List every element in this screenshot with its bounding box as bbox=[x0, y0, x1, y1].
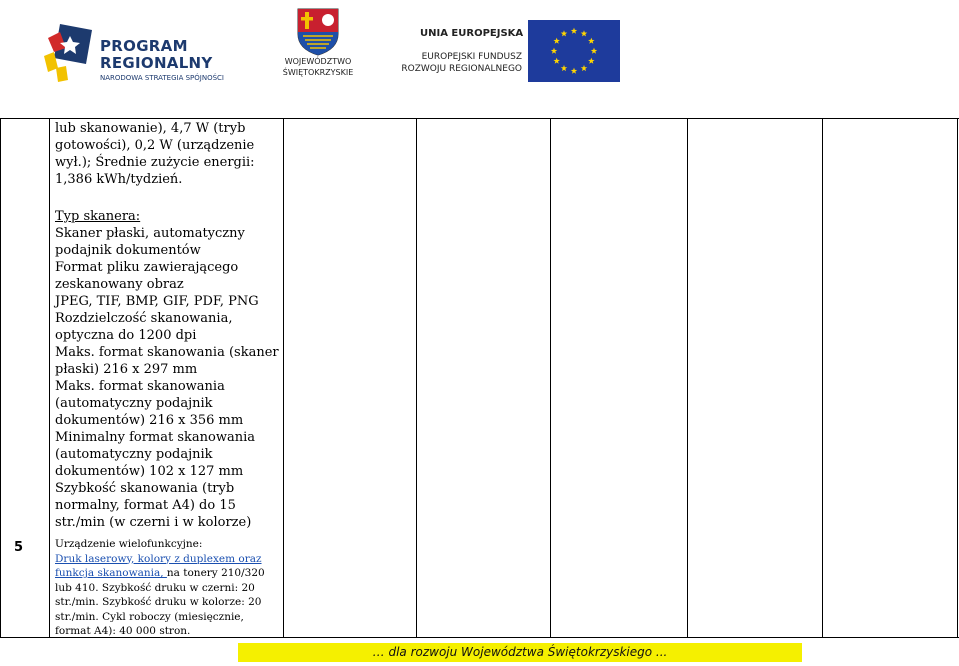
table-col-border bbox=[822, 118, 823, 638]
eu-fund-line1: EUROPEJSKI FUNDUSZ bbox=[421, 52, 522, 62]
table-col-border bbox=[957, 118, 958, 638]
eu-flag-icon bbox=[528, 20, 620, 82]
text-line: format A4): 40 000 stron. bbox=[55, 625, 191, 637]
row-number: 5 bbox=[14, 540, 24, 555]
voivodeship-name-line2: ŚWIĘTOKRZYSKIE bbox=[282, 68, 354, 77]
program-star-mark-icon bbox=[40, 22, 96, 84]
text-line: str./min. Cykl roboczy (miesięcznie, bbox=[55, 610, 244, 623]
voivodeship-crest-icon bbox=[295, 6, 341, 56]
table-col-border bbox=[687, 118, 688, 638]
table-col-border bbox=[550, 118, 551, 638]
scanner-spec bbox=[55, 208, 283, 531]
table-col-border bbox=[0, 118, 1, 638]
text-line: zeskanowany obraz bbox=[55, 277, 184, 292]
text-line: 1,386 kWh/tydzień. bbox=[55, 172, 183, 187]
text-line: str./min (w czerni i w kolorze) bbox=[55, 515, 252, 530]
continuation-text bbox=[55, 120, 283, 188]
text-line: normalny, format A4) do 15 bbox=[55, 498, 236, 513]
text-line: str./min. Szybkość druku w kolorze: 20 bbox=[55, 596, 262, 608]
text-line: Minimalny format skanowania bbox=[55, 430, 256, 445]
wojewodztwo-logo bbox=[268, 6, 368, 86]
scanner-lines bbox=[55, 225, 283, 531]
text-line: gotowości), 0,2 W (urządzenie bbox=[55, 138, 255, 153]
text-line: (automatyczny podajnik bbox=[55, 396, 213, 411]
table-col-border bbox=[416, 118, 417, 638]
footer-slogan: … dla rozwoju Województwa Świętokrzyskiego ... bbox=[238, 643, 802, 662]
eu-fund-line2: ROZWOJU REGIONALNEGO bbox=[401, 64, 522, 74]
text-line: Rozdzielczość skanowania, bbox=[55, 311, 233, 326]
text-line: wył.); Średnie zużycie energii: bbox=[55, 155, 255, 170]
text-line: dokumentów) 216 x 356 mm bbox=[55, 413, 244, 428]
text-line: Maks. format skanowania bbox=[55, 379, 225, 394]
text-line: podajnik dokumentów bbox=[55, 243, 201, 258]
scanner-heading: Typ skanera: bbox=[55, 209, 141, 224]
voivodeship-name-line1: WOJEWÓDZTWO bbox=[284, 57, 352, 66]
eu-title: UNIA EUROPEJSKA bbox=[420, 28, 524, 39]
mfp-title: Urządzenie wielofunkcyjne: bbox=[55, 538, 203, 550]
text-line: płaski) 216 x 297 mm bbox=[55, 362, 198, 377]
mfp-link-line2[interactable]: funkcja skanowania, bbox=[55, 567, 167, 579]
table-top-border bbox=[0, 118, 959, 119]
mfp-line2-rest: na tonery 210/320 bbox=[166, 567, 265, 579]
text-line: lub skanowanie), 4,7 W (tryb bbox=[55, 121, 246, 136]
text-line: Szybkość skanowania (tryb bbox=[55, 481, 235, 496]
mfp-link-line1[interactable]: Druk laserowy, kolory z duplexem oraz bbox=[55, 552, 262, 565]
program-regionalny-logo bbox=[40, 20, 250, 90]
multifunction-device-spec bbox=[55, 537, 283, 639]
text-line: Maks. format skanowania (skaner bbox=[55, 345, 279, 360]
text-line: (automatyczny podajnik bbox=[55, 447, 213, 462]
program-tagline: NARODOWA STRATEGIA SPÓJNOŚCI bbox=[100, 74, 224, 82]
text-line: Format pliku zawierającego bbox=[55, 260, 239, 275]
eu-logo bbox=[398, 18, 624, 90]
table-col-border bbox=[283, 118, 284, 638]
program-title: PROGRAM bbox=[100, 37, 188, 55]
page-header bbox=[0, 0, 959, 100]
text-line: Skaner płaski, automatyczny bbox=[55, 226, 245, 241]
text-line: optyczna do 1200 dpi bbox=[55, 328, 197, 343]
text-line: dokumentów) 102 x 127 mm bbox=[55, 464, 244, 479]
table-col-border bbox=[49, 118, 50, 638]
text-line: lub 410. Szybkość druku w czerni: 20 bbox=[55, 581, 255, 594]
program-subtitle: REGIONALNY bbox=[100, 54, 213, 72]
text-line: JPEG, TIF, BMP, GIF, PDF, PNG bbox=[55, 294, 259, 309]
